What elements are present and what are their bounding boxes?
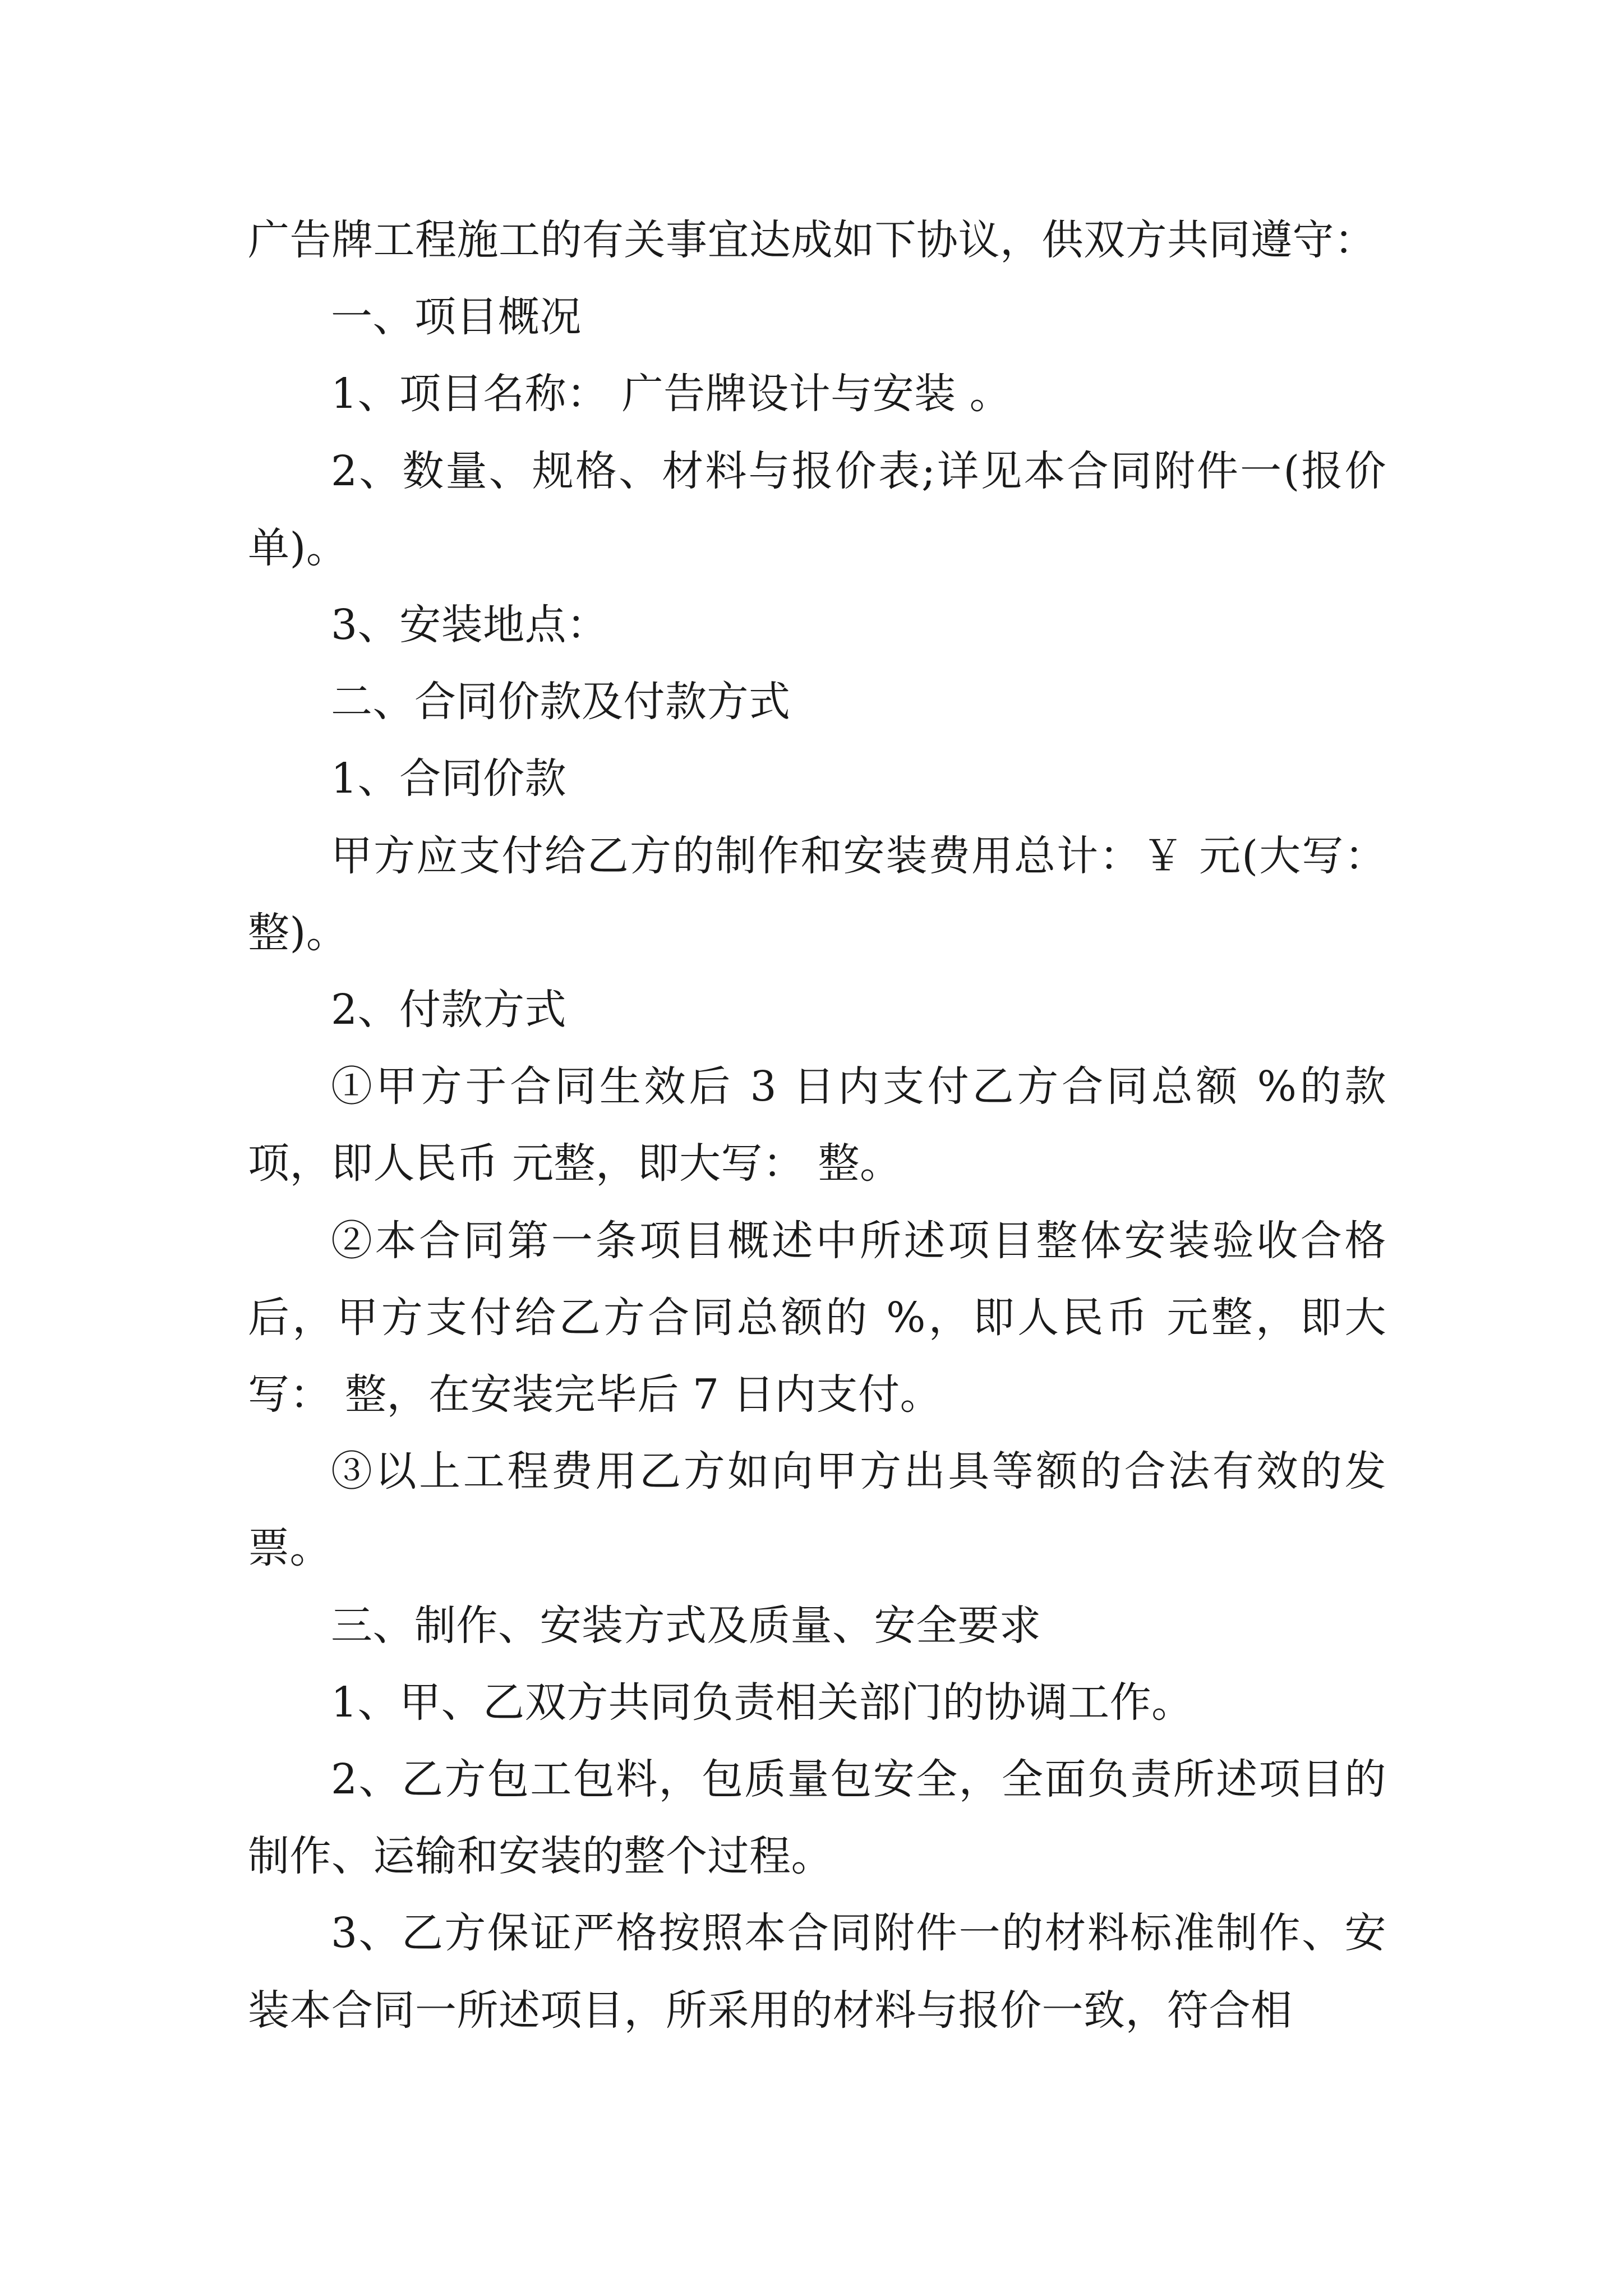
section-heading: 三、制作、安装方式及质量、安全要求: [331, 1601, 1041, 1650]
paragraph: ②本合同第一条项目概述中所述项目整体安装验收合格后，甲方支付给乙方合同总额的 %，即人民币 元整，即大写： 整，在安装完毕后 7 日内支付。: [248, 1216, 1386, 1419]
paragraph: 1、合同价款: [331, 754, 567, 803]
paragraph: ①甲方于合同生效后 3 日内支付乙方合同总额 %的款项，即人民币 元整，即大写： 整。: [248, 1062, 1386, 1188]
paragraph: 广告牌工程施工的有关事宜达成如下协议，供双方共同遵守：: [248, 216, 1376, 264]
paragraph: 1、项目名称： 广告牌设计与安装 。: [331, 370, 1012, 418]
section-heading: 一、项目概况: [331, 293, 582, 342]
paragraph: 3、安装地点：: [331, 601, 608, 650]
paragraph: 2、付款方式: [331, 986, 567, 1034]
paragraph: 3、乙方保证严格按照本合同附件一的材料标准制作、安装本合同一所述项目，所采用的材料与报价一致，符合相: [248, 1909, 1386, 2035]
document-body: [248, 202, 1386, 2049]
paragraph: 甲方应支付给乙方的制作和安装费用总计：￥ 元(大写：整)。: [248, 831, 1386, 957]
paragraph: 2、乙方包工包料，包质量包安全，全面负责所述项目的制作、运输和安装的整个过程。: [248, 1755, 1386, 1881]
paragraph: 1、甲、乙双方共同负责相关部门的协调工作。: [331, 1678, 1193, 1727]
section-heading: 二、合同价款及付款方式: [331, 678, 791, 726]
paragraph: 2、数量、规格、材料与报价表;详见本合同附件一(报价单)。: [248, 447, 1386, 572]
paragraph: ③以上工程费用乙方如向甲方出具等额的合法有效的发票。: [248, 1447, 1386, 1573]
